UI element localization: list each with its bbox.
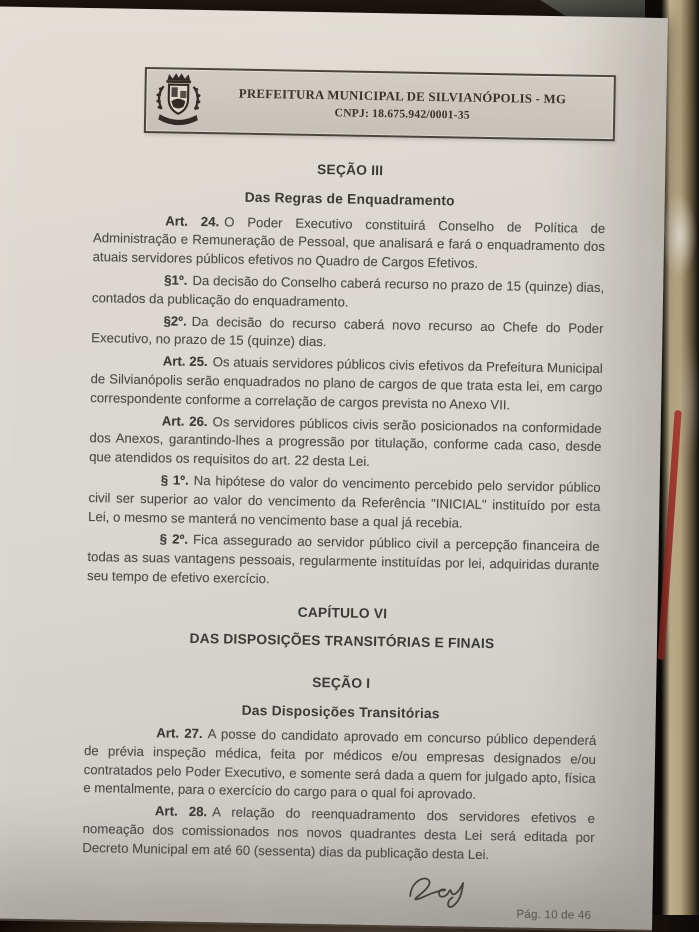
letterhead-box — [144, 67, 616, 141]
section1-title: SEÇÃO I — [312, 675, 371, 692]
article-label: Art. 25. — [162, 353, 208, 370]
section1-subtitle: Das Disposições Transitórias — [241, 702, 440, 722]
article-text: Fica assegurado ao servidor público civil a percepção financeira de todas as suas vantagens pessoais, regularmente instituídas por lei, adquiridas durante seu tempo de efetivo exercício. — [86, 532, 600, 587]
page-content — [81, 8, 609, 921]
signature-row — [81, 862, 594, 907]
article-label: Art. 26. — [161, 412, 208, 429]
article-text: Da decisão do recurso caberá novo recurso ao Chefe do Poder Executivo, no prazo de 15 (quinze) dias. — [91, 313, 604, 350]
article-label: Art. 24. — [165, 212, 220, 229]
letterhead-text — [205, 86, 613, 124]
paragraph-par1-art26 — [88, 470, 601, 535]
chapter6-subtitle: DAS DISPOSIÇÕES TRANSITÓRIAS E FINAIS — [189, 630, 495, 651]
article-label: §1º. — [164, 272, 188, 288]
article-text: Da decisão do Conselho caberá recurso no prazo de 15 (quinze) dias, contados da publicação do enquadramento. — [91, 272, 605, 310]
article-text: Na hipótese do valor do vencimento percebido pelo servidor público civil ser superior ao valor do vencimento da Referência "INICIAL" instituído por esta Lei, o mesmo se manterá no vencimento base a qual já recebia. — [87, 472, 601, 531]
signature-icon — [402, 864, 501, 912]
section3-title: SEÇÃO III — [316, 162, 384, 179]
paragraph-art26 — [89, 411, 602, 476]
chapter6-title: CAPÍTULO VI — [297, 604, 388, 622]
coat-of-arms-icon — [151, 71, 206, 130]
paragraph-par2 — [91, 311, 604, 358]
org-cnpj: CNPJ: 18.675.942/0001-35 — [334, 105, 470, 122]
article-label: Art. 27. — [156, 725, 203, 742]
paragraph-par1 — [92, 270, 605, 317]
paragraph-art27 — [83, 723, 596, 807]
article-text: O Poder Executivo constituirá Conselho de Política de Administração e Remuneração de Pessoal, que analisará e fará o enquadramento dos atuais servidores públicos efetivos no Quadro de Cargos Efetivos. — [92, 213, 606, 272]
article-label: Art. 28. — [154, 803, 208, 820]
paragraph-art28 — [82, 801, 595, 866]
paragraph-art24 — [92, 211, 605, 276]
section3-subtitle: Das Regras de Enquadramento — [244, 189, 455, 209]
org-name: PREFEITURA MUNICIPAL DE SILVIANÓPOLIS - MG — [238, 86, 567, 106]
article-text: Os atuais servidores públicos civis efetivos da Prefeitura Municipal de Silvianópolis serão enquadrados no plano de cargos de que trata esta lei, em cargo correspondente conforme a correlação de cargos prevista no Anexo VII. — [90, 354, 603, 413]
article-label: § 2º. — [159, 531, 189, 548]
paragraph-par2-art26 — [87, 529, 600, 594]
page-indicator: Pág. 10 de 46 — [516, 907, 592, 922]
article-label: § 1º. — [160, 472, 189, 488]
scanned-page — [0, 6, 668, 932]
paragraph-art25 — [90, 351, 603, 416]
article-text: Os servidores públicos civis serão posicionados na conformidade dos Anexos, garantindo-lhes a progressão por titulação, conforme cada caso, desde que atendidos os requisitos do art. 22 desta Lei. — [89, 413, 602, 470]
article-text: A relação do reenquadramento dos servidores efetivos e nomeação dos comissionados nos novos quadrantes desta Lei será editada por Decreto Municipal em até 60 (sessenta) dias da publicação desta Lei. — [82, 804, 596, 862]
article-text: A posse do candidato aprovado em concurso público dependerá de prévia inspeção médica, feita por médicos e/ou empresas designados e/ou contratados pelo Poder Executivo, e somente será dada a quem for julgado apto, física e mentalmente, para o exercício do cargo para o qual foi aprovado. — [83, 726, 597, 803]
article-label: §2º. — [163, 312, 187, 329]
